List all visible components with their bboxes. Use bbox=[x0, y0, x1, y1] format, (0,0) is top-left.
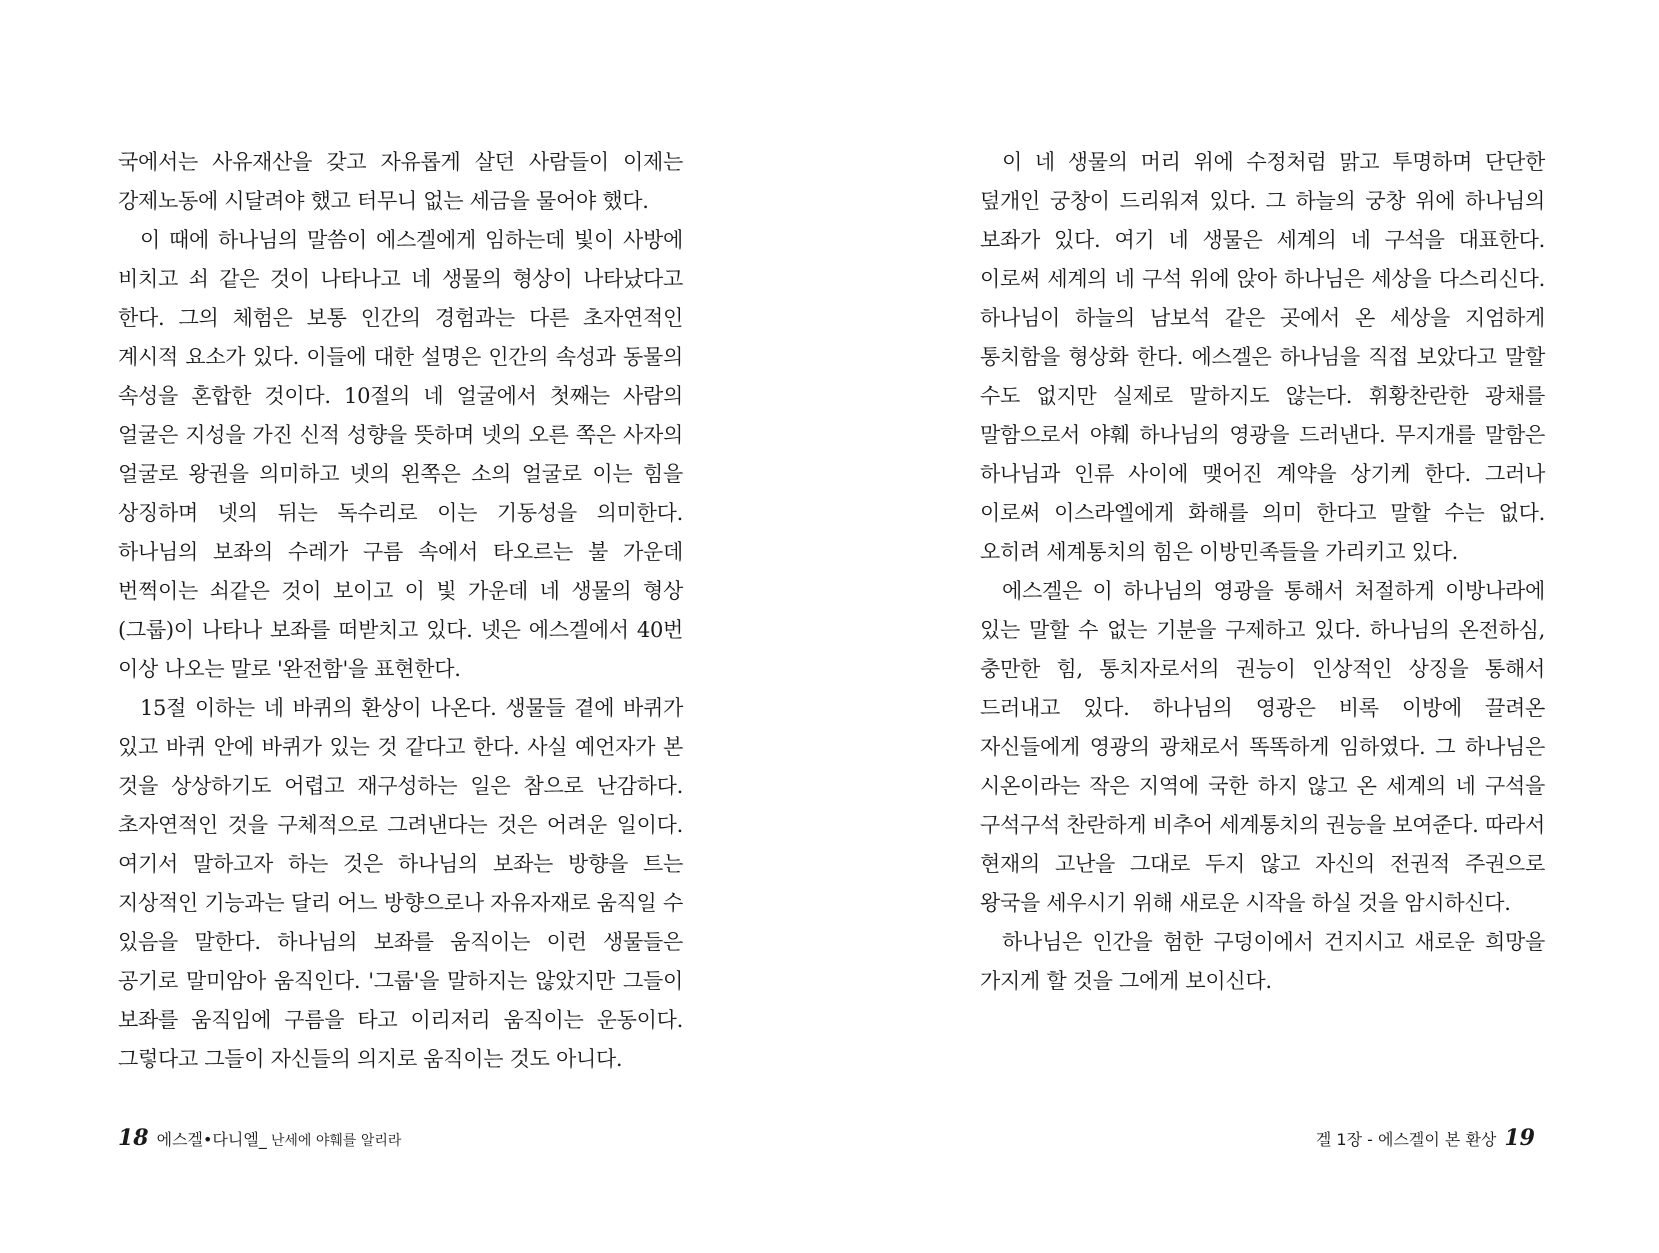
paragraph: 이 때에 하나님의 말씀이 에스겔에게 임하는데 빛이 사방에 비치고 쇠 같은 것이 나타나고 네 생물의 형상이 나타났다고 한다. 그의 체험은 보통 인간의 경험과는 다른 초자연적인 계시적 요소가 있다. 이들에 대한 설명은 인간의 속성과 동물의 속성을 혼합한 것이다. 10절의 네 얼굴에서 첫째는 사람의 얼굴은 지성을 가진 신적 성향을 뜻하며 넷의 오른 쪽은 사자의 얼굴로 왕권을 의미하고 넷의 왼쪽은 소의 얼굴로 이는 힘을 상징하며 넷의 뒤는 독수리로 이는 기동성을 의미한다. 하나님의 보좌의 수레가 구름 속에서 타오르는 불 가운데 번쩍이는 쇠같은 것이 보이고 이 빛 가운데 네 생물의 형상(그룹)이 나타나 보좌를 떠받치고 있다. 넷은 에스겔에서 40번 이상 나오는 말로 '완전함'을 표현한다. bbox=[118, 228, 683, 681]
paragraph: 15절 이하는 네 바퀴의 환상이 나온다. 생물들 곁에 바퀴가 있고 바퀴 안에 바퀴가 있는 것 같다고 한다. 사실 예언자가 본 것을 상상하기도 어렵고 재구성하는 일은 참으로 난감하다. 초자연적인 것을 구체적으로 그려낸다는 것은 어려운 일이다. 여기서 말하고자 하는 것은 하나님의 보좌는 방향을 트는 지상적인 기능과는 달리 어느 방향으로나 자유자재로 움직일 수 있음을 말한다. 하나님의 보좌를 움직이는 이런 생물들은 공기로 말미암아 움직인다. '그룹'을 말하지는 않았지만 그들이 보좌를 움직임에 구름을 타고 이리저리 움직이는 운동이다. 그렇다고 그들이 자신들의 의지로 움직이는 것도 아니다. bbox=[118, 696, 683, 1071]
left-page-footer bbox=[118, 1125, 401, 1155]
paragraph-continued: 국에서는 사유재산을 갖고 자유롭게 살던 사람들이 이제는 강제노동에 시달려야 했고 터무니 없는 세금을 물어야 했다. bbox=[118, 150, 683, 213]
paragraph: 이 네 생물의 머리 위에 수정처럼 맑고 투명하며 단단한 덮개인 궁창이 드리워져 있다. 그 하늘의 궁창 위에 하나님의 보좌가 있다. 여기 네 생물은 세계의 네 구석을 대표한다. 이로써 세계의 네 구석 위에 앉아 하나님은 세상을 다스리신다. 하나님이 하늘의 남보석 같은 곳에서 온 세상을 지엄하게 통치함을 형상화 한다. 에스겔은 하나님을 직접 보았다고 말할 수도 없지만 실제로 말하지도 않는다. 휘황찬란한 광채를 말함으로서 야훼 하나님의 영광을 드러낸다. 무지개를 말함은 하나님과 인류 사이에 맺어진 계약을 상기케 한다. 그러나 이로써 이스라엘에게 화해를 의미 한다고 말할 수는 없다. 오히려 세계통치의 힘은 이방민족들을 가리키고 있다. bbox=[980, 150, 1545, 564]
right-page bbox=[830, 0, 1659, 1253]
book-subtitle: 난세에 야훼를 알리라 bbox=[270, 1133, 402, 1149]
right-page-footer bbox=[1316, 1125, 1535, 1155]
page-number: 18 bbox=[118, 1125, 149, 1151]
chapter-title: 겔 1장 - 에스겔이 본 환상 bbox=[1315, 1130, 1497, 1149]
paragraph: 하나님은 인간을 험한 구덩이에서 건지시고 새로운 희망을 가지게 할 것을 그에게 보이신다. bbox=[980, 930, 1545, 993]
paragraph: 에스겔은 이 하나님의 영광을 통해서 처절하게 이방나라에 있는 말할 수 없는 기분을 구제하고 있다. 하나님의 온전하심, 충만한 힘, 통치자로서의 권능이 인상적인 상징을 통해서 드러내고 있다. 하나님의 영광은 비록 이방에 끌려온 자신들에게 영광의 광채로서 똑똑하게 임하였다. 그 하나님은 시온이라는 작은 지역에 국한 하지 않고 온 세계의 네 구석을 구석구석 찬란하게 비추어 세계통치의 권능을 보여준다. 따라서 현재의 고난을 그대로 두지 않고 자신의 전권적 주권으로 왕국을 세우시기 위해 새로운 시작을 하실 것을 암시하신다. bbox=[980, 579, 1545, 915]
right-page-body bbox=[980, 143, 1545, 1001]
left-page-body bbox=[118, 143, 683, 1079]
book-title: 에스겔•다니엘_ bbox=[156, 1130, 267, 1149]
page-number: 19 bbox=[1504, 1125, 1535, 1151]
